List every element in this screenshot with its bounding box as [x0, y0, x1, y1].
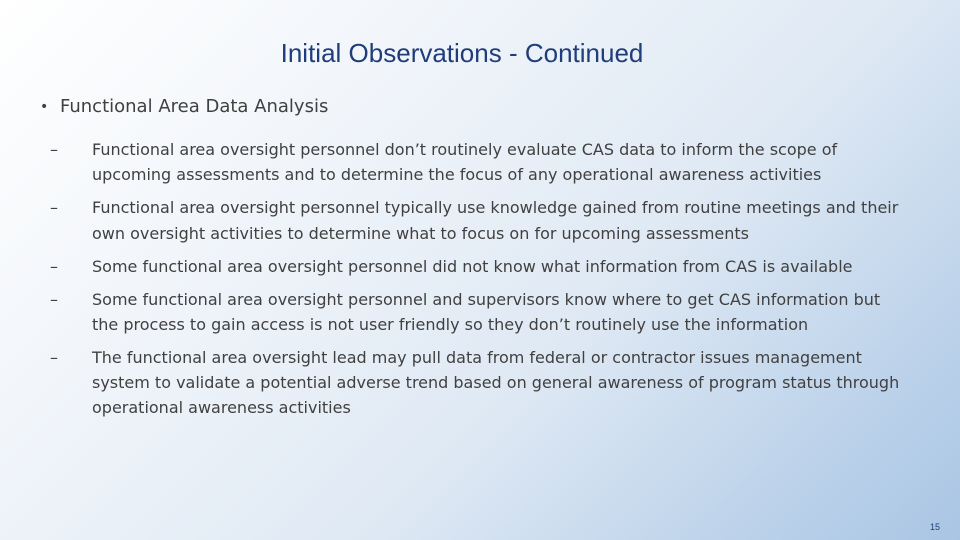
sub-bullet-text: Functional area oversight personnel don’t routinely evaluate CAS data to inform the scope of upcoming assessments and to determine the focus of any operational awareness activities [92, 140, 838, 185]
page-number: 15 [929, 522, 940, 532]
sub-bullet-item [50, 137, 900, 188]
sub-bullet-list [40, 137, 900, 421]
sub-bullet-item [50, 287, 900, 338]
bullet-item [40, 94, 900, 120]
sub-bullet-text: Some functional area oversight personnel and supervisors know where to get CAS information but the process to gain access is not user friendly so they don’t routinely use the information [92, 289, 881, 334]
bullet-marker: • [40, 99, 49, 115]
dash-marker: – [50, 289, 58, 309]
sub-bullet-text: The functional area oversight lead may pull data from federal or contractor issues management system to validate a potential adverse trend based on general awareness of program status through operational awareness activities [92, 347, 900, 418]
sub-bullet-item [50, 345, 900, 421]
dash-marker: – [50, 256, 58, 276]
bullet-text: Functional Area Data Analysis [60, 96, 329, 117]
sub-bullet-text: Some functional area oversight personnel did not know what information from CAS is available [92, 256, 853, 276]
sub-bullet-text: Functional area oversight personnel typically use knowledge gained from routine meetings and their own oversight activities to determine what to focus on for upcoming assessments [92, 198, 899, 243]
slide-content [40, 94, 900, 428]
sub-bullet-item [50, 254, 900, 279]
dash-marker: – [50, 140, 58, 159]
dash-marker: – [50, 198, 58, 218]
sub-bullet-item [50, 195, 900, 246]
slide-title: Initial Observations - Continued [280, 38, 644, 68]
dash-marker: – [50, 347, 58, 367]
